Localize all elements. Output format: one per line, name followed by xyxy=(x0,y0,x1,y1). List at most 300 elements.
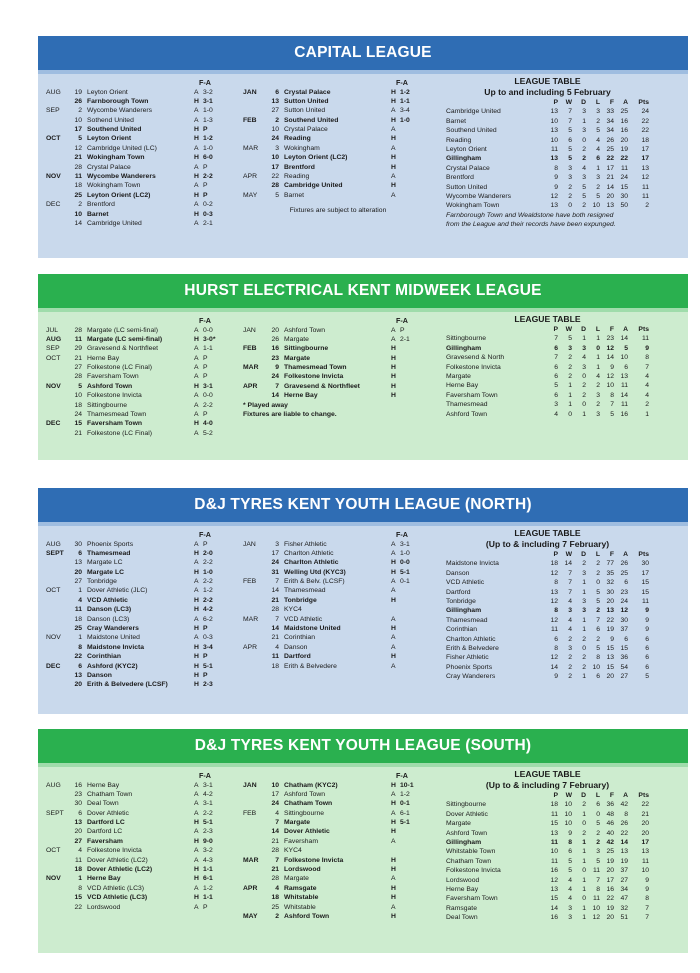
table-cell: 5 xyxy=(596,644,600,652)
fixture-month xyxy=(243,818,265,827)
fixture-row xyxy=(46,549,227,558)
fixture-venue: H xyxy=(391,345,396,353)
fixture-score xyxy=(400,912,424,921)
fixture-venue: H xyxy=(391,382,396,390)
team-name: Herne Bay xyxy=(446,885,479,893)
league-table xyxy=(446,528,649,681)
table-cell: 1 xyxy=(568,391,572,399)
fixture-month xyxy=(243,652,265,661)
table-cell: 54 xyxy=(620,663,628,671)
fixture-day: 11 xyxy=(74,606,82,614)
table-header-cell: F xyxy=(609,792,614,799)
table-cell: 1 xyxy=(582,117,586,125)
table-cell: 30 xyxy=(620,616,628,624)
fixture-venue: A xyxy=(194,903,199,911)
fixture-day: 7 xyxy=(275,382,279,390)
table-cell: 4 xyxy=(645,391,649,399)
league-table-row xyxy=(446,117,649,126)
fixture-month xyxy=(46,884,68,893)
league-table-row xyxy=(446,372,649,381)
fixture-row xyxy=(46,134,227,143)
table-cell: 5 xyxy=(582,192,586,200)
table-cell: 25 xyxy=(606,145,614,153)
fixture-month xyxy=(243,125,265,134)
fixture-row xyxy=(46,605,227,614)
fixture-row xyxy=(46,363,227,372)
team-name: Cray Wanderers xyxy=(446,673,496,681)
fixture-venue: A xyxy=(391,587,396,595)
table-cell: 35 xyxy=(606,569,614,577)
table-cell: 1 xyxy=(645,410,649,418)
fixture-score: P xyxy=(203,671,208,679)
fixture-score: 1-0 xyxy=(203,107,213,115)
fixture-month: JUL xyxy=(46,326,59,334)
fixture-opponent: Dover Athletic xyxy=(87,809,129,817)
table-cell: 22 xyxy=(641,801,649,809)
fixture-month xyxy=(46,153,68,162)
fixture-score: 3-1 xyxy=(400,540,410,548)
table-cell: 18 xyxy=(641,136,649,144)
fixture-opponent: Sittingbourne xyxy=(87,401,128,409)
fixtures-column-2 xyxy=(243,78,433,216)
fixture-day: 15 xyxy=(74,420,82,428)
fixture-row xyxy=(46,116,227,125)
fixture-opponent: Cambridge United xyxy=(284,182,343,190)
fixture-venue: A xyxy=(391,790,396,798)
fixture-venue: A xyxy=(194,144,199,152)
fixture-month xyxy=(46,865,68,874)
fixture-row xyxy=(46,680,227,689)
table-cell: 10 xyxy=(592,663,600,671)
table-cell: 6 xyxy=(554,635,558,643)
fixture-score: 2-2 xyxy=(203,173,213,181)
fixture-venue: H xyxy=(391,364,396,372)
table-cell: 26 xyxy=(620,560,628,568)
fixture-row xyxy=(243,903,424,912)
team-name: Folkestone Invicta xyxy=(446,867,501,875)
fixture-opponent: Folkestone Invicta xyxy=(87,847,142,855)
fixture-score xyxy=(400,874,424,883)
fixture-month xyxy=(243,903,265,912)
fixture-day: 8 xyxy=(78,643,82,651)
fixture-venue: A xyxy=(194,88,199,96)
fixture-day: 28 xyxy=(74,373,82,381)
fixture-month xyxy=(46,191,68,200)
table-cell: 26 xyxy=(620,820,628,828)
league-table-row xyxy=(446,800,649,809)
table-header-cell: P xyxy=(553,99,558,106)
table-cell: 11 xyxy=(641,192,649,200)
table-cell: 8 xyxy=(554,607,558,615)
fixture-month: JAN xyxy=(243,540,256,548)
league-table-row xyxy=(446,192,649,201)
table-cell: 2 xyxy=(645,401,649,409)
fixture-score xyxy=(400,893,424,902)
fixture-score: P xyxy=(203,540,208,548)
section-divider xyxy=(38,763,688,767)
fixture-opponent: Wokingham Town xyxy=(87,154,145,162)
fixture-venue: A xyxy=(194,326,199,334)
fixture-venue: A xyxy=(391,578,396,586)
fixture-day: 28 xyxy=(271,847,279,855)
league-table-row xyxy=(446,344,649,353)
fixture-opponent: Cambridge United xyxy=(87,219,142,227)
fixture-score: 3-1 xyxy=(203,781,213,789)
fixture-score xyxy=(400,125,424,134)
fixture-opponent: Southend United xyxy=(87,126,142,134)
table-cell: 1 xyxy=(582,626,586,634)
table-cell: 7 xyxy=(645,363,649,371)
fixture-opponent: Folkestone (LC Final) xyxy=(87,364,152,372)
fixture-month xyxy=(46,790,68,799)
table-cell: 20 xyxy=(620,136,628,144)
fixture-opponent: Danson xyxy=(87,671,112,679)
table-cell: 6 xyxy=(554,363,558,371)
fixture-opponent: Welling Utd (KYC3) xyxy=(284,568,346,576)
league-table-title: (Up to & including 7 February) xyxy=(485,780,610,790)
fixture-venue: A xyxy=(391,144,396,152)
fixture-row xyxy=(46,200,227,209)
table-cell: 0 xyxy=(582,644,586,652)
table-header-cell: P xyxy=(553,792,558,799)
fixture-score xyxy=(400,624,424,633)
fixture-score xyxy=(400,586,424,595)
table-cell: 5 xyxy=(568,335,572,343)
table-cell: 11 xyxy=(592,895,600,903)
fixture-month xyxy=(46,116,68,125)
table-cell: 33 xyxy=(606,108,614,116)
table-cell: 12 xyxy=(550,654,558,662)
fixture-venue: A xyxy=(194,116,199,124)
fixture-month xyxy=(243,163,265,172)
fixture-day: 10 xyxy=(271,781,279,789)
table-cell: 0 xyxy=(568,410,572,418)
fixture-opponent: Lordswood xyxy=(87,903,121,911)
fixture-opponent: Danson (LC3) xyxy=(87,615,130,623)
team-name: Corinthian xyxy=(446,626,477,634)
table-cell: 7 xyxy=(568,117,572,125)
table-header-cell: D xyxy=(581,551,586,558)
fixture-row xyxy=(243,790,424,799)
fixture-opponent: Thamesmead Town xyxy=(284,364,347,372)
league-table-row xyxy=(446,173,649,182)
table-cell: 10 xyxy=(550,136,558,144)
table-cell: 36 xyxy=(620,654,628,662)
table-cell: 17 xyxy=(641,145,649,153)
table-cell: 2 xyxy=(582,145,586,153)
fixture-score xyxy=(400,633,424,642)
table-cell: 32 xyxy=(606,579,614,587)
fixture-row xyxy=(46,191,227,200)
table-cell: 7 xyxy=(610,401,614,409)
fixture-month: SEP xyxy=(46,107,60,115)
table-cell: 5 xyxy=(568,145,572,153)
table-cell: 10 xyxy=(606,382,614,390)
table-cell: 17 xyxy=(606,876,614,884)
league-table-title: LEAGUE TABLE xyxy=(514,314,581,324)
fixture-score: 6-2 xyxy=(203,615,213,623)
table-cell: 15 xyxy=(620,644,628,652)
fixture-day: 3 xyxy=(275,144,279,152)
league-table-row xyxy=(446,847,649,856)
table-cell: 9 xyxy=(645,885,649,893)
fixture-day: 10 xyxy=(271,126,279,134)
fixture-day: 6 xyxy=(78,809,82,817)
fixture-row xyxy=(243,893,424,902)
fixture-month: JAN xyxy=(243,781,257,789)
fixture-score: 2-2 xyxy=(203,578,213,586)
section-divider xyxy=(38,308,688,312)
fixture-month xyxy=(243,134,265,143)
fixture-month: APR xyxy=(243,643,257,651)
fixture-day: 4 xyxy=(78,847,82,855)
table-cell: 3 xyxy=(596,410,600,418)
fixture-row xyxy=(243,818,424,827)
fixture-opponent: Herne Bay xyxy=(87,354,120,362)
fixture-score: 3-1 xyxy=(203,382,213,390)
table-cell: 25 xyxy=(620,569,628,577)
table-cell: 19 xyxy=(620,145,628,153)
fixture-month: DEC xyxy=(46,662,61,670)
league-table-row xyxy=(446,866,649,875)
fixture-score: 2-0 xyxy=(203,549,213,557)
table-cell: 7 xyxy=(596,616,600,624)
league-table-row xyxy=(446,569,649,578)
fixture-venue: H xyxy=(391,819,396,827)
table-cell: 13 xyxy=(641,848,649,856)
fixture-month xyxy=(243,549,265,558)
fixture-day: 27 xyxy=(74,364,82,372)
team-name: Sutton United xyxy=(446,183,488,191)
fixture-opponent: Dover Athletic xyxy=(284,828,330,836)
table-cell: 12 xyxy=(550,597,558,605)
fixture-score: 3-4 xyxy=(400,107,410,115)
league-table-row xyxy=(446,363,649,372)
table-cell: 1 xyxy=(568,382,572,390)
table-cell: 10 xyxy=(641,867,649,875)
fixture-score: 1-2 xyxy=(203,884,213,892)
fixture-opponent: Margate xyxy=(284,819,311,827)
table-header-cell: D xyxy=(581,99,586,106)
fixture-month xyxy=(46,125,68,134)
fixture-opponent: Leyton Orient xyxy=(87,135,132,143)
fixture-row xyxy=(46,540,227,549)
fixture-opponent: Fisher Athletic xyxy=(284,540,327,548)
fixture-venue: A xyxy=(194,800,199,808)
league-table-header xyxy=(446,325,649,334)
table-cell: 4 xyxy=(645,382,649,390)
fixture-score xyxy=(400,903,424,912)
fixture-venue: A xyxy=(194,401,199,409)
fixture-day: 18 xyxy=(271,894,279,902)
table-cell: 13 xyxy=(550,155,558,163)
fixture-opponent: Faversham xyxy=(87,837,123,845)
table-cell: 9 xyxy=(568,829,572,837)
fixture-day: 21 xyxy=(74,354,82,362)
fixture-venue: H xyxy=(194,420,199,428)
fixture-opponent: Folkestone Invicta xyxy=(87,392,142,400)
fixture-row xyxy=(243,799,424,808)
table-cell: 3 xyxy=(582,597,586,605)
fixture-day: 24 xyxy=(271,559,279,567)
fixture-opponent: Sothend United xyxy=(87,116,134,124)
fixture-row xyxy=(46,210,227,219)
fixture-month: OCT xyxy=(46,587,61,595)
fixture-day: 2 xyxy=(275,912,279,920)
fixture-month xyxy=(243,568,265,577)
fixture-score: P xyxy=(203,354,208,362)
table-header-cell: F xyxy=(609,551,614,558)
table-cell: 2 xyxy=(568,654,572,662)
table-cell: 2 xyxy=(596,183,600,191)
fixture-venue: A xyxy=(194,219,199,227)
table-cell: 1 xyxy=(582,579,586,587)
table-cell: 3 xyxy=(582,607,586,615)
fixture-venue: A xyxy=(391,173,396,181)
table-cell: 5 xyxy=(596,588,600,596)
table-cell: 16 xyxy=(620,117,628,125)
fixture-day: 10 xyxy=(74,392,82,400)
table-cell: 1 xyxy=(582,848,586,856)
fixture-score: 4-2 xyxy=(203,790,213,798)
league-table xyxy=(446,314,649,419)
fixture-score: 1-2 xyxy=(203,587,213,595)
fixture-month xyxy=(243,153,265,162)
fixture-score xyxy=(400,344,424,353)
fixture-row xyxy=(243,827,424,836)
table-cell: 1 xyxy=(596,164,600,172)
fixture-score: 0-0 xyxy=(203,326,213,334)
fixture-row xyxy=(46,429,227,438)
table-cell: 1 xyxy=(582,410,586,418)
fixture-row xyxy=(46,419,227,428)
fixture-row xyxy=(46,153,227,162)
table-cell: 0 xyxy=(568,202,572,210)
fixture-month: MAY xyxy=(243,912,258,920)
fixture-row xyxy=(46,652,227,661)
fixture-row xyxy=(46,181,227,190)
fixture-day: 10 xyxy=(74,210,82,218)
fixture-month xyxy=(46,605,68,614)
fixture-venue: H xyxy=(391,559,396,567)
fixtures-column-2 xyxy=(243,530,424,671)
fixture-score: 4-0 xyxy=(203,420,213,428)
fixture-score: P xyxy=(203,163,208,171)
fixture-venue: H xyxy=(194,210,199,218)
fixture-opponent: Dover Athletic (JLC) xyxy=(87,587,148,595)
table-cell: 6 xyxy=(645,635,649,643)
fixture-opponent: Margate xyxy=(284,335,309,343)
kent-youth-league-north-section xyxy=(38,488,688,714)
fixture-month xyxy=(243,633,265,642)
fixture-month: APR xyxy=(243,173,257,181)
league-table-row xyxy=(446,672,649,681)
league-table-row xyxy=(446,904,649,913)
fixture-score xyxy=(400,643,424,652)
table-cell: 30 xyxy=(641,560,649,568)
fixture-row xyxy=(46,615,227,624)
table-header-team xyxy=(446,98,544,107)
fixture-score: 0-0 xyxy=(400,559,410,567)
table-cell: 17 xyxy=(641,838,649,846)
fixture-opponent: Leyton Orient (LC2) xyxy=(284,154,348,162)
table-cell: 5 xyxy=(596,857,600,865)
fixture-month xyxy=(243,106,265,115)
table-cell: 11 xyxy=(550,626,558,634)
table-cell: 12 xyxy=(606,344,614,352)
table-cell: 22 xyxy=(606,155,614,163)
table-cell: 3 xyxy=(568,164,572,172)
fixture-venue: H xyxy=(391,182,396,190)
table-cell: 1 xyxy=(582,838,586,846)
fa-header-label: F-A xyxy=(199,771,211,780)
table-cell: 16 xyxy=(550,867,558,875)
fixture-score: 0-3 xyxy=(203,634,213,642)
table-cell: 23 xyxy=(620,588,628,596)
fixture-row xyxy=(243,335,424,344)
fixture-venue xyxy=(391,605,400,614)
table-cell: 19 xyxy=(606,626,614,634)
fixture-venue: H xyxy=(194,135,199,143)
fixture-row xyxy=(46,372,227,381)
fixture-day: 18 xyxy=(74,866,82,874)
fixture-row xyxy=(46,144,227,153)
fixture-day: 20 xyxy=(74,828,82,836)
fixture-month xyxy=(46,903,68,912)
table-header-cell: D xyxy=(581,792,586,799)
table-cell: 1 xyxy=(582,810,586,818)
table-cell: 3 xyxy=(582,108,586,116)
table-cell: 10 xyxy=(550,117,558,125)
table-cell: 7 xyxy=(554,354,558,362)
fixture-score: 1-0 xyxy=(203,568,213,576)
fixture-day: 13 xyxy=(74,819,82,827)
fixture-month: NOV xyxy=(46,634,61,642)
fixture-opponent: Dover Athletic (LC2) xyxy=(87,856,148,864)
fixture-opponent: Dartford LC xyxy=(87,828,123,836)
table-cell: 2 xyxy=(596,382,600,390)
fixture-day: 26 xyxy=(271,335,279,343)
fixture-venue: A xyxy=(391,326,396,334)
fixture-venue: H xyxy=(391,856,396,864)
fixture-month: AUG xyxy=(46,540,61,548)
fixture-score xyxy=(400,615,424,624)
kent-youth-league-south-section xyxy=(38,729,688,953)
league-table xyxy=(446,76,649,230)
table-header-cell: Pts xyxy=(638,551,649,558)
fixture-opponent: Faversham Town xyxy=(87,373,139,381)
fixture-row xyxy=(46,401,227,410)
table-cell: 13 xyxy=(550,588,558,596)
section-title: HURST ELECTRICAL KENT MIDWEEK LEAGUE xyxy=(38,274,688,308)
table-cell: 6 xyxy=(624,579,628,587)
fixture-venue: H xyxy=(194,662,199,670)
league-table-row xyxy=(446,145,649,154)
fixture-month xyxy=(243,874,265,883)
fixture-score: 1-3 xyxy=(203,116,213,124)
league-table-row xyxy=(446,653,649,662)
table-cell: 5 xyxy=(596,127,600,135)
table-cell: 22 xyxy=(641,117,649,125)
table-cell: 9 xyxy=(610,635,614,643)
fixture-day: 6 xyxy=(78,662,82,670)
league-table-title: LEAGUE TABLE xyxy=(514,769,581,779)
league-table-row xyxy=(446,588,649,597)
fixture-score: 6-1 xyxy=(203,875,213,883)
fixture-day: 22 xyxy=(74,653,82,661)
table-cell: 12 xyxy=(606,372,614,380)
table-cell: 13 xyxy=(620,372,628,380)
